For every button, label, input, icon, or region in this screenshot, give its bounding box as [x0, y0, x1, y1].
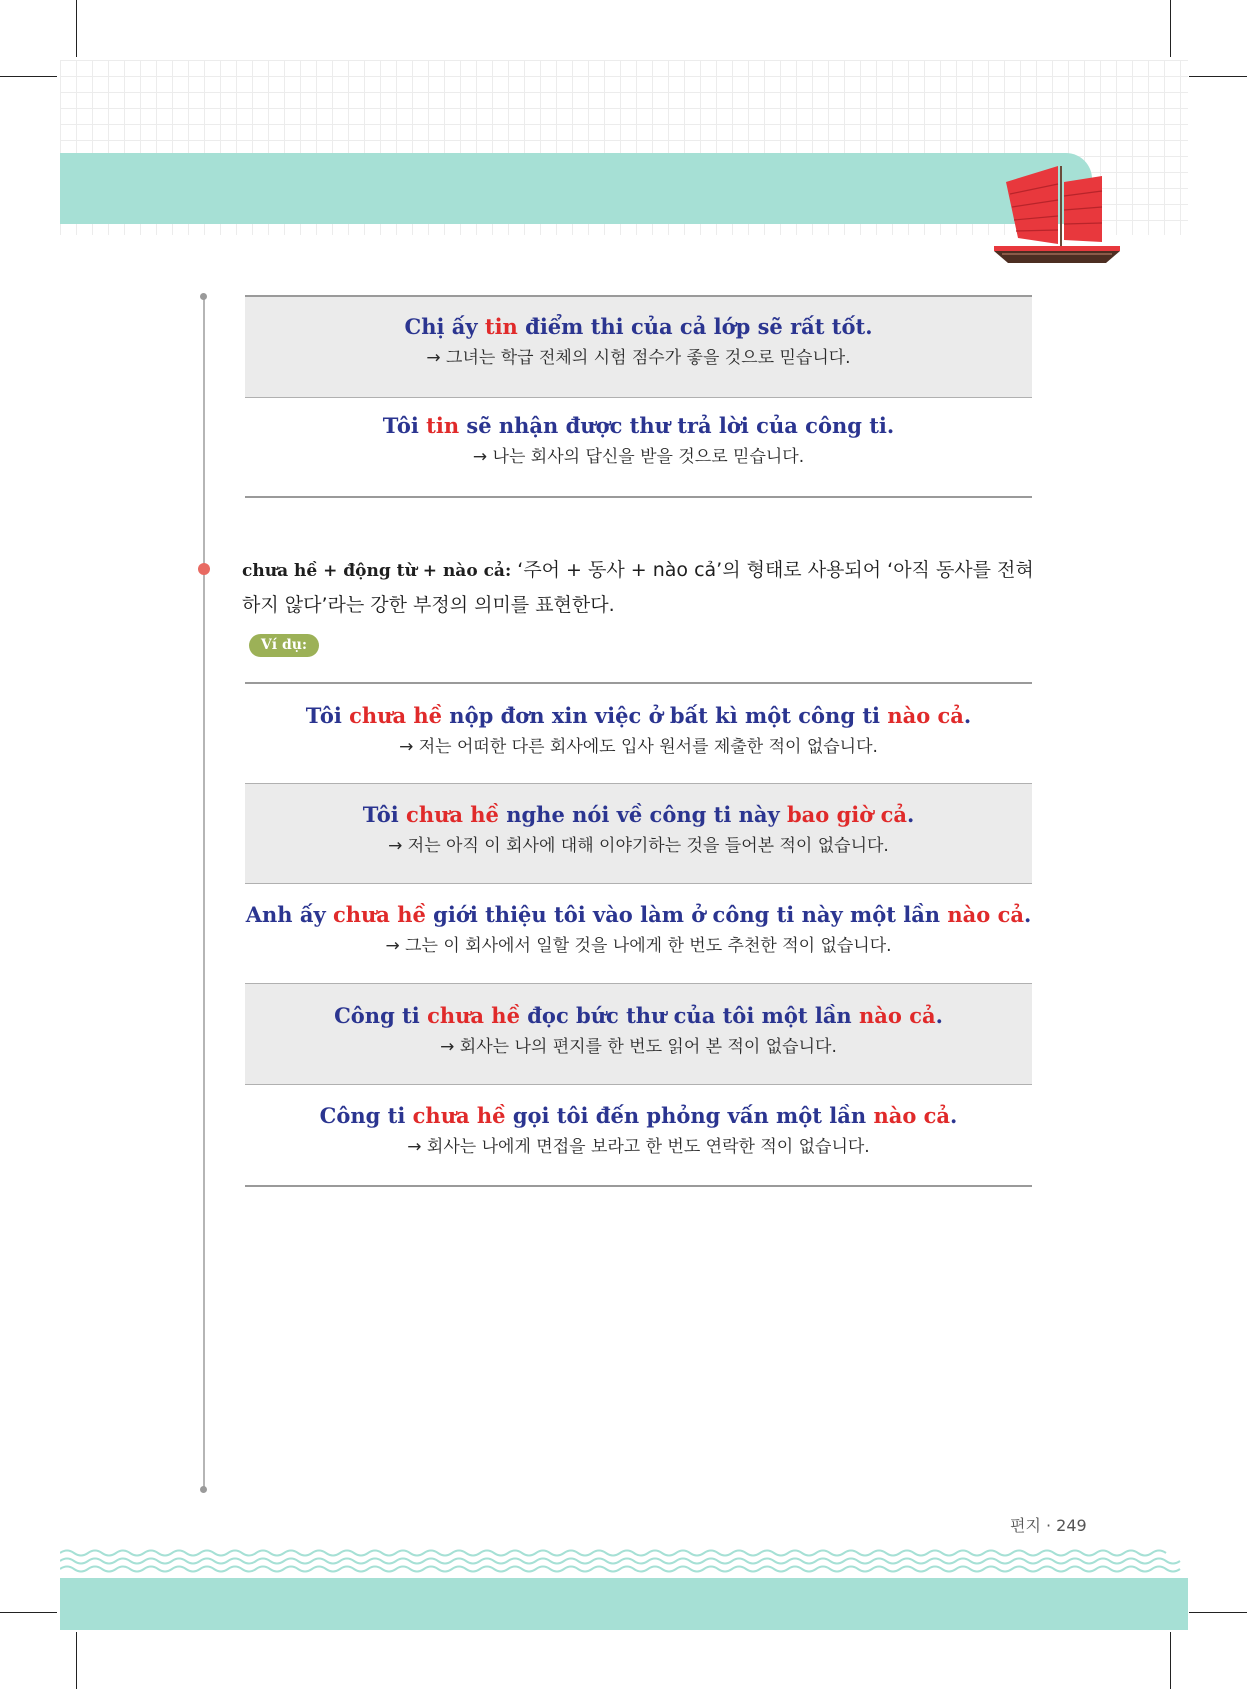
- korean-translation: → 나는 회사의 답신을 받을 것으로 믿습니다.: [472, 447, 805, 467]
- highlight-word: nào cả: [887, 703, 964, 728]
- vietnamese-sentence: [245, 412, 1032, 440]
- korean-translation: → 회사는 나의 편지를 한 번도 읽어 본 적이 없습니다.: [440, 1037, 837, 1057]
- header-band: [60, 153, 1092, 224]
- highlight-word: tin: [484, 314, 518, 339]
- highlight-word: nào cả: [859, 1003, 936, 1028]
- highlight-word: chưa hề: [427, 1003, 520, 1028]
- sailboat-icon: [990, 160, 1130, 270]
- crop-mark: [1189, 76, 1247, 77]
- crop-mark: [1170, 0, 1171, 57]
- grammar-description: ‘주어 + 동사 + nào cả’의 형태로 사용되어 ‘아직 동사를 전혀 하지 않다’라는 강한 부정의 의미를 표현한다.: [242, 559, 1034, 616]
- vietnamese-sentence: [245, 1102, 1032, 1130]
- margin-rule-dot: [200, 293, 207, 300]
- highlight-word: nào cả: [873, 1103, 951, 1128]
- table-rule: [245, 496, 1032, 498]
- korean-translation: → 회사는 나에게 면접을 보라고 한 번도 연락한 적이 없습니다.: [407, 1137, 870, 1157]
- sentence-text: gọi tôi đến phỏng vấn một lần: [505, 1103, 874, 1128]
- sentence-text: nghe nói về công ti này: [498, 802, 787, 827]
- sentence-text: đọc bức thư của tôi một lần: [519, 1003, 860, 1028]
- vietnamese-sentence: [245, 1002, 1032, 1030]
- example-row: [245, 1085, 1032, 1185]
- page-number: 편지 · 249: [1010, 1516, 1087, 1535]
- highlight-word: chưa hề: [406, 802, 499, 827]
- sentence-text: Chị ấy: [404, 314, 485, 339]
- sentence-text: Công ti: [319, 1103, 413, 1128]
- footer-band: [60, 1578, 1188, 1630]
- highlight-word: tin: [426, 413, 460, 438]
- vietnamese-sentence: [245, 801, 1032, 829]
- sentence-text: điểm thi của cả lớp sẽ rất tốt.: [517, 314, 873, 339]
- crop-mark: [0, 1612, 57, 1613]
- crop-mark: [1189, 1612, 1247, 1613]
- example-row: [245, 984, 1032, 1084]
- korean-translation: → 저는 어떠한 다른 회사에도 입사 원서를 제출한 적이 없습니다.: [399, 737, 878, 757]
- sentence-text: giới thiệu tôi vào làm ở công ti này một lần: [425, 902, 948, 927]
- vietnamese-sentence: [245, 901, 1032, 929]
- sentence-text: .: [906, 802, 915, 827]
- sentence-text: .: [950, 1103, 958, 1128]
- sentence-text: Công ti: [334, 1003, 428, 1028]
- sentence-text: nộp đơn xin việc ở bất kì một công ti: [442, 703, 888, 728]
- sentence-text: .: [963, 703, 972, 728]
- margin-rule-dot: [200, 1486, 207, 1493]
- table-rule: [245, 1185, 1032, 1187]
- crop-mark: [1170, 1632, 1171, 1689]
- wave-pattern: [60, 1548, 1188, 1576]
- example-row: [245, 884, 1032, 983]
- sentence-text: Tôi: [382, 413, 427, 438]
- example-row: [245, 398, 1032, 496]
- sentence-text: sẽ nhận được thư trả lời của công ti.: [459, 413, 895, 438]
- korean-translation: → 그녀는 학급 전체의 시험 점수가 좋을 것으로 믿습니다.: [426, 348, 851, 368]
- highlight-word: chưa hề: [349, 703, 442, 728]
- example-row: [245, 297, 1032, 397]
- grammar-term: chưa hề + động từ + nào cả:: [242, 561, 512, 581]
- bullet-point: [198, 563, 210, 575]
- highlight-word: chưa hề: [332, 902, 426, 927]
- highlight-word: nào cả: [947, 902, 1024, 927]
- grammar-explanation: [242, 553, 1052, 622]
- sentence-text: .: [1023, 902, 1032, 927]
- example-label: Ví dụ:: [249, 634, 319, 657]
- highlight-word: chưa hề: [412, 1103, 506, 1128]
- vietnamese-sentence: [245, 313, 1032, 341]
- korean-translation: → 그는 이 회사에서 일할 것을 나에게 한 번도 추천한 적이 없습니다.: [385, 936, 892, 956]
- crop-mark: [0, 76, 57, 77]
- sentence-text: .: [935, 1003, 943, 1028]
- sentence-text: Anh ấy: [245, 902, 333, 927]
- margin-rule: [203, 296, 205, 1489]
- crop-mark: [76, 0, 77, 57]
- sentence-text: Tôi: [305, 703, 350, 728]
- example-row: [245, 684, 1032, 783]
- crop-mark: [76, 1632, 77, 1689]
- sentence-text: Tôi: [362, 802, 407, 827]
- vietnamese-sentence: [245, 702, 1032, 730]
- example-row: [245, 784, 1032, 883]
- korean-translation: → 저는 아직 이 회사에 대해 이야기하는 것을 들어본 적이 없습니다.: [388, 836, 889, 856]
- highlight-word: bao giờ cả: [787, 802, 907, 827]
